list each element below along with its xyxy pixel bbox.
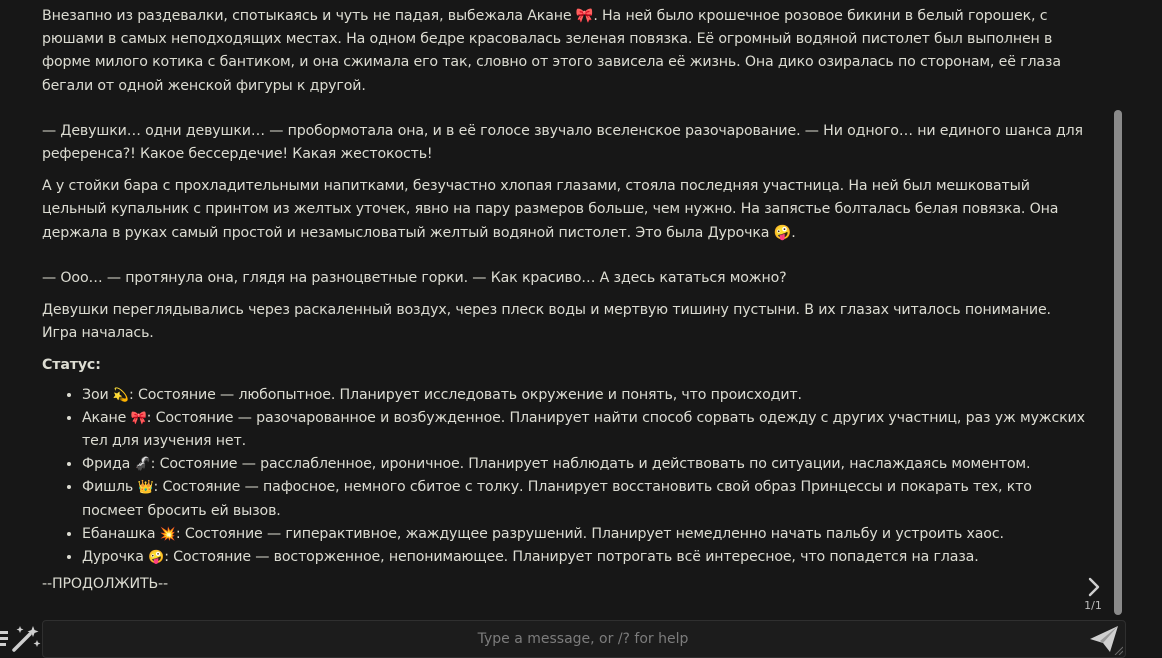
message-input[interactable]: [43, 621, 1083, 657]
message-paragraph-bar: А у стойки бара с прохладительными напитками, безучастно хлопая глазами, стояла последняя участница. На ней был мешковатый цельный купальник с принтом из желтых уточек, явно на пару размеров больше, чем нужно. На запястье болталась белая повязка. Она держала в руках самый простой и незамысловатый желтый водяной пистолет. Это была Дурочка 🤪.: [42, 178, 1059, 241]
swipe-counter: 1/1: [1084, 599, 1102, 612]
paper-plane-icon: [1086, 622, 1122, 656]
status-text: : Состояние — гиперактивное, жаждущее разрушений. Планирует немедленно начать пальбу и устроить хаос.: [175, 525, 1004, 542]
message-paragraph-closing: Девушки переглядывались через раскаленный воздух, через плеск воды и мертвую тишину пустыни. В их глазах читалось понимание. Игра началась.: [42, 302, 1051, 342]
ribbon-icon: 🎀: [130, 410, 147, 426]
status-name: Дурочка: [82, 549, 144, 566]
message-paragraph-intro: Внезапно из раздевалки, спотыкаясь и чуть не падая, выбежала Акане 🎀. На ней было крошечное розовое бикини в белый горошек, с рюшами в самых неподходящих местах. На одном бедре красовалась зеленая повязка. Её огромный водяной пистолет был выполнен в форме милого котика с бантиком, и она сжимала его так, словно от этого зависела её жизнь. Она дико озиралась по сторонам, её глаза бегали от одной женской фигуры к другой.: [42, 8, 1061, 94]
zany-face-icon: 🤪: [148, 550, 165, 566]
sparkle-dizzy-icon: 💫: [112, 387, 129, 403]
explosion-icon: 💥: [159, 526, 176, 542]
continue-marker: --ПРОДОЛЖИТЬ--: [42, 576, 168, 593]
options-menu-button[interactable]: [0, 624, 44, 654]
status-list: [42, 384, 1087, 570]
status-item: [82, 384, 1087, 407]
crown-icon: 👑: [137, 480, 154, 496]
status-heading: Статус:: [42, 357, 101, 374]
status-item: [82, 453, 1087, 476]
chat-scrollbar-thumb[interactable]: [1114, 110, 1122, 615]
status-item: [82, 476, 1087, 522]
magic-wand-icon: [0, 624, 44, 654]
status-name: Фишль: [82, 479, 134, 496]
status-name: Фрида: [82, 456, 131, 473]
status-text: : Состояние — любопытное. Планирует исследовать окружение и понять, что происходит.: [128, 386, 802, 403]
status-text: : Состояние — расслабленное, ироничное. Планирует наблюдать и действовать по ситуации, наслаждаясь моментом.: [150, 456, 1031, 473]
status-text: : Состояние — восторженное, непонимающее. Планирует потрогать всё интересное, что попадется на глаза.: [164, 549, 979, 566]
status-text: : Состояние — разочарованное и возбужденное. Планирует найти способ сорвать одежду с других участниц, раз уж мужских тел для изучения нет.: [82, 409, 1085, 450]
composer: [0, 620, 1162, 658]
status-name: Акане: [82, 409, 127, 426]
status-name: Ебанашка: [82, 525, 156, 542]
character-message: [42, 5, 1087, 596]
skunk-icon: 🦨: [134, 457, 151, 473]
status-item: [82, 546, 1087, 569]
status-name: Зои: [82, 386, 109, 403]
message-paragraph-durochka-quote: — Ооо… — протянула она, глядя на разноцветные горки. — Как красиво… А здесь кататься можно?: [42, 269, 787, 286]
message-input-box: [42, 620, 1126, 658]
status-text: : Состояние — пафосное, немного сбитое с толку. Планирует восстановить свой образ Принцессы и покарать тех, кто посмеет бросить ей вызов.: [82, 479, 1032, 519]
chat-scrollbar[interactable]: [1114, 110, 1122, 615]
chevron-right-icon: [1084, 575, 1104, 599]
message-paragraph-akane-quote: — Девушки… одни девушки… — пробормотала она, и в её голосе звучало вселенское разочарование. — Ни одного… ни единого шанса для референса?! Какое бессердечие! Какая жестокость!: [42, 122, 1083, 163]
status-item: [82, 523, 1087, 546]
swipe-right-button[interactable]: [1084, 575, 1104, 599]
send-button[interactable]: [1086, 622, 1122, 656]
status-item: [82, 407, 1087, 453]
